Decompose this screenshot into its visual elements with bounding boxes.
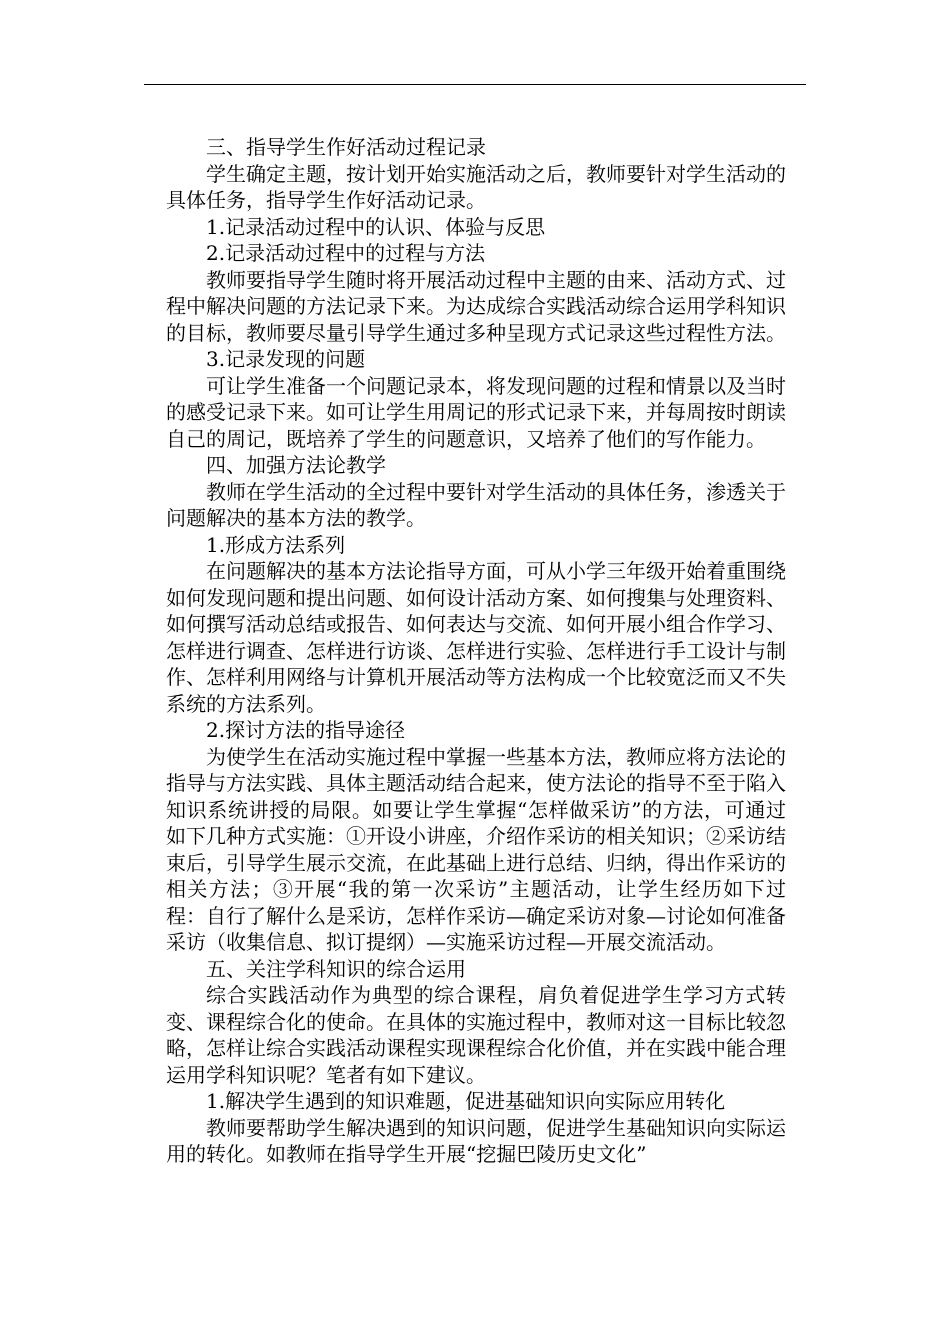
paragraph: 教师要帮助学生解决遇到的知识问题，促进学生基础知识向实际运用的转化。如教师在指导学生开展“挖掘巴陵历史文化” <box>166 1115 786 1166</box>
paragraph: 在问题解决的基本方法论指导方面，可从小学三年级开始着重围绕如何发现问题和提出问题、如何设计活动方案、如何搜集与处理资料、如何撰写活动总结或报告、如何表达与交流、如何开展小组合作学习、怎样进行调查、怎样进行访谈、怎样进行实验、怎样进行手工设计与制作、怎样利用网络与计算机开展活动等方法构成一个比较宽泛而又不失系统的方法系列。 <box>166 559 786 716</box>
subheading: 1.记录活动过程中的认识、体验与反思 <box>206 214 546 239</box>
document-body <box>166 134 786 1168</box>
paragraph: 为使学生在活动实施过程中掌握一些基本方法，教师应将方法论的指导与方法实践、具体主题活动结合起来，使方法论的指导不至于陷入知识系统讲授的局限。如要让学生掌握“怎样做采访”的方法，可通过如下几种方式实施：①开设小讲座，介绍作采访的相关知识；②采访结束后，引导学生展示交流，在此基础上进行总结、归纳，得出作采访的相关方法；③开展“我的第一次采访”主题活动，让学生经历如下过程：自行了解什么是采访，怎样作采访—确定采访对象—讨论如何准备采访（收集信息、拟订提纲）—实施采访过程—开展交流活动。 <box>166 744 786 954</box>
subheading: 2.探讨方法的指导途径 <box>206 718 406 742</box>
paragraph: 教师在学生活动的全过程中要针对学生活动的具体任务，渗透关于问题解决的基本方法的教学。 <box>166 479 786 530</box>
subheading: 3.记录发现的问题 <box>206 347 366 371</box>
header-rule <box>144 84 806 85</box>
paragraph: 综合实践活动作为典型的综合课程，肩负着促进学生学习方式转变、课程综合化的使命。在具体的实施过程中，教师对这一目标比较忽略，怎样让综合实践活动课程实现课程综合化价值，并在实践中能合理运用学科知识呢？笔者有如下建议。 <box>166 983 786 1087</box>
subheading: 2.记录活动过程中的过程与方法 <box>206 241 486 265</box>
section-heading-4: 四、加强方法论教学 <box>206 453 386 477</box>
paragraph: 学生确定主题，按计划开始实施活动之后，教师要针对学生活动的具体任务，指导学生作好活动记录。 <box>166 161 786 212</box>
section-heading-3: 三、指导学生作好活动过程记录 <box>206 135 486 159</box>
subheading: 1.形成方法系列 <box>206 532 346 557</box>
paragraph: 教师要指导学生随时将开展活动过程中主题的由来、活动方式、过程中解决问题的方法记录下来。为达成综合实践活动综合运用学科知识的目标，教师要尽量引导学生通过多种呈现方式记录这些过程性方法。 <box>166 267 786 345</box>
subheading: 1.解决学生遇到的知识难题，促进基础知识向实际应用转化 <box>206 1089 726 1113</box>
paragraph: 可让学生准备一个问题记录本，将发现问题的过程和情景以及当时的感受记录下来。如可让学生用周记的形式记录下来，并每周按时朗读自己的周记，既培养了学生的问题意识，又培养了他们的写作能力。 <box>166 373 786 451</box>
section-heading-5: 五、关注学科知识的综合运用 <box>206 956 466 981</box>
